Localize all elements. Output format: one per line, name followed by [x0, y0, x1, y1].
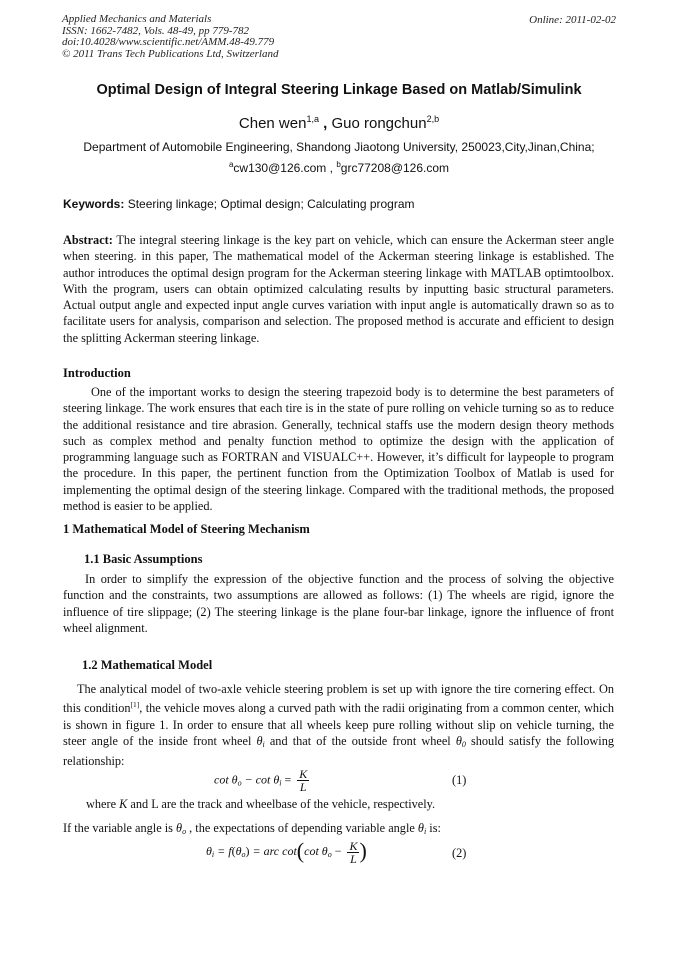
eq2-arg: θ — [235, 844, 242, 858]
eq2-f: = f — [214, 844, 232, 858]
section-1-2-heading: 1.2 Mathematical Model — [82, 658, 213, 672]
where-line — [86, 797, 435, 812]
eq2-minus: − — [331, 844, 345, 858]
ifvar-sub-o: o — [182, 827, 187, 836]
keywords-text: Steering linkage; Optimal design; Calculating program — [127, 197, 415, 211]
author-separator: , — [323, 115, 328, 132]
section-1-1-heading: 1.1 Basic Assumptions — [84, 552, 203, 566]
email-b-sup: b — [336, 160, 341, 169]
ifvar-a: If the variable angle is — [63, 821, 177, 835]
email-b: grc77208@126.com — [340, 161, 450, 175]
journal-doi: doi:10.4028/www.scientific.net/AMM.48-49.779 — [62, 36, 275, 48]
ifvar-sub-i: i — [423, 827, 427, 836]
s12-text-d: should satisfy the following relationship: — [63, 733, 615, 769]
equation-2 — [206, 838, 367, 865]
theta-o-sub: 0 — [461, 739, 466, 749]
journal-issn: ISSN: 1662-7482, Vols. 48-49, pp 779-782 — [62, 24, 249, 37]
eq2-close-big: ) — [359, 838, 367, 863]
s12-text-a: The analytical model of two-axle vehicle steering problem is set up with ignore the tire cornering effect. On this condition — [63, 682, 614, 716]
where-b: and L are the track and wheelbase of the vehicle, respectively. — [127, 797, 436, 811]
eq2-arg-sub: o — [241, 850, 246, 859]
eq2-numerator: K — [349, 838, 358, 853]
equation-1 — [214, 768, 309, 793]
abstract-label: Abstract: — [63, 233, 113, 247]
ifvar-b: , the expectations of depending variable angle — [186, 821, 418, 835]
paper-title: Optimal Design of Integral Steering Linkage Based on Matlab/Simulink — [96, 82, 582, 98]
eq2-open-big: ( — [296, 838, 305, 863]
eq2-cot: cot θ — [304, 844, 328, 858]
affiliation: Department of Automobile Engineering, Shandong Jiaotong University, 250023,City,Jinan,China; — [83, 140, 595, 154]
theta-o-symbol: θ — [455, 733, 462, 748]
author-1-sup: 1,a — [306, 114, 319, 124]
journal-header — [62, 14, 278, 60]
eq2-lhs-sub: i — [211, 850, 215, 859]
author-2: Guo rongchun — [331, 115, 427, 132]
eq1-sub1: o — [237, 778, 242, 788]
authors-line — [0, 114, 678, 132]
s12-text-b: , the vehicle moves along a curved path with the radii originating from a common center, which is shown in figure 1. In order to ensure that all wheels keep pure rolling without slip on vehicle turning, the steer angle of the inside front wheel — [63, 701, 614, 748]
eq2-arccot: = arc cot — [249, 844, 297, 858]
eq2-close: ) — [245, 844, 250, 858]
eq2-fraction — [347, 840, 359, 865]
where-a: where — [86, 797, 120, 811]
eq1-mid: − cot θ — [241, 772, 280, 787]
eq2-cot-sub: o — [327, 850, 332, 859]
eq2-denominator: L — [350, 851, 357, 866]
theta-i-symbol: θ — [256, 733, 263, 748]
email-separator: , — [326, 161, 337, 175]
keywords — [63, 197, 415, 211]
section-1-1-text: In order to simplify the expression of the objective function and the process of solving the objective function and the constraints, two assumptions are allowed as follows: (1) The wheels are rigid, ignore the influence of tire slippage; (2) The steering linkage is the plane four-bar linkage, ignore the influence of front wheel alignment. — [63, 572, 614, 635]
introduction-heading: Introduction — [63, 366, 131, 380]
abstract — [63, 232, 614, 346]
section-1-2-text — [63, 681, 614, 770]
section-1-heading: 1 Mathematical Model of Steering Mechanism — [63, 522, 310, 536]
author-2-sup: 2,b — [426, 114, 440, 124]
equation-2-number: (2) — [452, 846, 467, 860]
eq1-fraction — [297, 768, 309, 793]
eq2-open: ( — [231, 844, 236, 858]
citation-ref: [1] — [130, 700, 140, 710]
abstract-text: The integral steering linkage is the key part on vehicle, which can ensure the Ackerman steer angle when steering. in this paper, The mathematical model of the Ackerman steering linkage is established. The author introduces the optimal design program for the Ackerman steering linkage with MATLAB optimtoolbox. With the program, users can obtain optimized calculating results by inputting basic structural parameters. Actual output angle and expected input angle curves variation with input angle is automatically drawn so as to facilitate users for analysis, comparison and selection. The proposed method is accurate and efficient to design the splitting Ackerman steering linkage. — [63, 233, 614, 345]
eq2-lhs: θ — [206, 844, 212, 858]
eq1-equals: = — [281, 772, 295, 787]
author-1: Chen wen — [238, 115, 307, 132]
keywords-label: Keywords: — [63, 197, 125, 211]
journal-copyright: © 2011 Trans Tech Publications Ltd, Switzerland — [62, 47, 279, 60]
introduction-text: One of the important works to design the steering trapezoid body is to determine the best parameters of steering linkage. The work ensures that each tire is in the state of pure rolling on vehicle turning so as to reduce the additional resistance and tire abrasion. Generally, technical staffs use the modern design theory methods such as complex method and penalty function method to optimize the design with the application of programming language such as FORTRAN and VISUALC++. However, it’s difficult for laypeople to program the procedure. In this paper, the pertinent function from the Optimization Toolbox of Matlab is used for implementing the optimal design of the steering linkage. Compared with the traditional methods, the proposed method is easier to be applied. — [63, 385, 614, 514]
ifvar-c: is: — [426, 821, 441, 835]
online-date: Online: 2011-02-02 — [529, 14, 616, 26]
ifvar-theta-i: θ — [417, 821, 424, 835]
emails-line — [0, 160, 678, 175]
ifvar-theta-o: θ — [176, 821, 183, 835]
theta-i-sub: i — [262, 739, 265, 749]
journal-name: Applied Mechanics and Materials — [62, 13, 212, 25]
where-K: K — [119, 797, 128, 811]
eq1-numerator: K — [299, 767, 308, 781]
email-a: cw130@126.com — [233, 161, 327, 175]
if-variable-line — [63, 821, 441, 836]
eq1-denominator: L — [299, 780, 307, 794]
email-a-sup: a — [228, 160, 234, 169]
eq1-sub2: i — [279, 778, 282, 788]
s12-text-c: and that of the outside front wheel — [264, 733, 456, 748]
equation-1-number: (1) — [452, 773, 467, 787]
eq1-left: cot θ — [214, 772, 238, 787]
